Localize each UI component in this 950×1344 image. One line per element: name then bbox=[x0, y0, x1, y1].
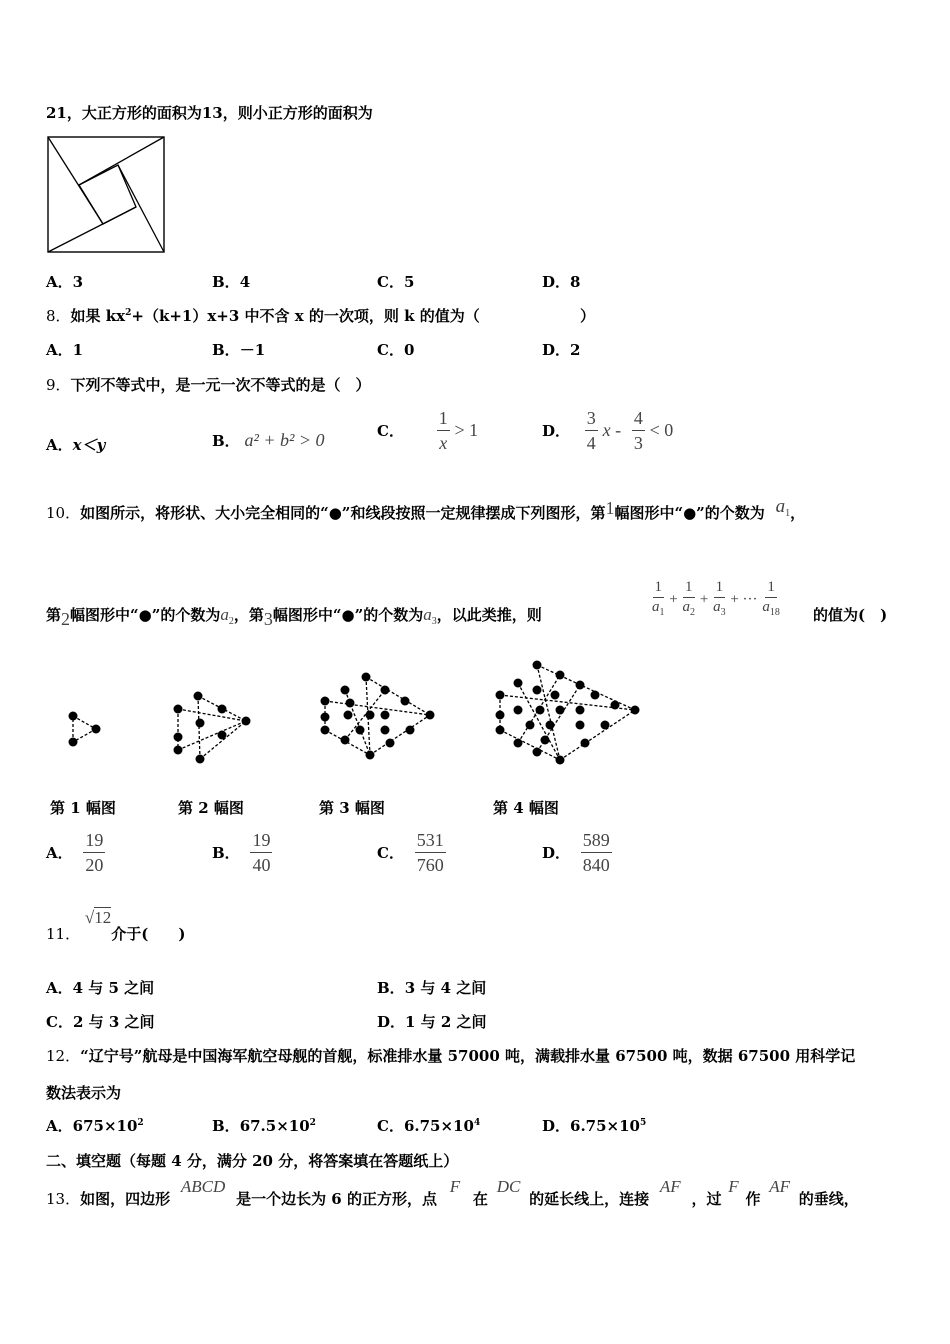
q12-stem-line1: 12．“辽宁号”航母是中国海军航空母舰的首舰，标准排水量 57000 吨，满载排水量 67500 吨，数据 67500 用科学记 bbox=[46, 1047, 856, 1065]
q10-option-d[interactable]: D． $\frac{589}{840}$ bbox=[542, 830, 610, 875]
square-pinwheel-figure bbox=[46, 135, 168, 255]
q9-option-a[interactable]: A．x＜y bbox=[46, 436, 106, 454]
q11-stem: 11． √12介于( ) bbox=[46, 908, 186, 943]
q10-stem-end: 的值为( ) bbox=[813, 606, 888, 624]
figure-1 bbox=[69, 712, 101, 747]
figure-4-label: 第 4 幅图 bbox=[493, 799, 559, 817]
figure-3 bbox=[321, 673, 435, 760]
q10-option-c[interactable]: C． $\frac{531}{760}$ bbox=[377, 830, 444, 875]
q13-stem: 13．如图，四边形 ABCD 是一个边长为 6 的正方形，点 F 在 DC 的延长线上，连接 AF ，过 F 作 AF 的垂线， bbox=[46, 1177, 859, 1208]
q11-option-d[interactable]: D．1 与 2 之间 bbox=[377, 1013, 487, 1031]
q9-option-b[interactable]: B． a² + b² > 0 bbox=[212, 430, 325, 450]
q9-option-d[interactable]: D． $\frac{3}{4}$ x - $\frac{4}{3}$ < 0 bbox=[542, 408, 674, 453]
q8-stem: 8．如果 $kx^2+(k+1)x+3$ 中不含 x 的一次项，则 k 的值为（ bbox=[46, 307, 480, 325]
figure-2-label: 第 2 幅图 bbox=[178, 799, 244, 817]
q8-option-b[interactable]: B．－1 bbox=[212, 341, 266, 359]
q21-option-c[interactable]: C．5 bbox=[377, 273, 415, 291]
q8-stem-close: ） bbox=[580, 307, 596, 325]
section-title: 二、填空题（每题 4 分，满分 20 分，将答案填在答题纸上） bbox=[46, 1152, 459, 1170]
q10-option-a[interactable]: A． $\frac{19}{20}$ bbox=[46, 830, 104, 875]
q11-option-b[interactable]: B．3 与 4 之间 bbox=[377, 979, 487, 997]
q9-option-c[interactable]: C． $\frac{1}{x}$ > 1 bbox=[377, 408, 479, 453]
figure-3-label: 第 3 幅图 bbox=[319, 799, 385, 817]
q11-option-a[interactable]: A．4 与 5 之间 bbox=[46, 979, 155, 997]
figure-1-label: 第 1 幅图 bbox=[50, 799, 116, 817]
q8-option-c[interactable]: C．0 bbox=[377, 341, 415, 359]
q12-stem-line2: 数法表示为 bbox=[46, 1084, 122, 1102]
q21-option-d[interactable]: D．8 bbox=[542, 273, 581, 291]
q8-option-a[interactable]: A．1 bbox=[46, 341, 84, 359]
q12-option-b[interactable]: B．$67.5\times 10^2$ bbox=[212, 1117, 316, 1135]
q21-option-a[interactable]: A．3 bbox=[46, 273, 84, 291]
q10-stem-line2: 第2幅图形中“●”的个数为$a_2$，第3幅图形中“●”的个数为$a_3$，以此类推，则 bbox=[46, 605, 542, 629]
q10-series-expression: $\frac{1}{a_1}$ + $\frac{1}{a_2}$ + $\frac{1}{a_3}$ + ··· $\frac{1}{a_{18}}$ bbox=[652, 579, 780, 618]
figure-4 bbox=[496, 661, 640, 765]
q9-stem: 9．下列不等式中，是一元一次不等式的是（ ） bbox=[46, 376, 371, 394]
q12-option-a[interactable]: A．$675\times 10^2$ bbox=[46, 1117, 144, 1135]
q12-option-d[interactable]: D．$6.75\times 10^5$ bbox=[542, 1117, 647, 1135]
q10-stem-line1: 10．如图所示，将形状、大小完全相同的“●”和线段按照一定规律摆成下列图形，第1幅图形中“●”的个数为 $a^1$， bbox=[46, 496, 806, 522]
sqrt-expression: √12 bbox=[84, 908, 112, 927]
q21-stem: 21，大正方形的面积为13，则小正方形的面积为 bbox=[46, 104, 373, 122]
q12-option-c[interactable]: C．$6.75\times 10^4$ bbox=[377, 1117, 481, 1135]
q10-option-b[interactable]: B． $\frac{19}{40}$ bbox=[212, 830, 271, 875]
q8-option-d[interactable]: D．2 bbox=[542, 341, 581, 359]
q11-option-c[interactable]: C．2 与 3 之间 bbox=[46, 1013, 155, 1031]
dot-pattern-figures bbox=[40, 655, 660, 775]
figure-2 bbox=[174, 692, 251, 764]
q21-option-b[interactable]: B．4 bbox=[212, 273, 251, 291]
